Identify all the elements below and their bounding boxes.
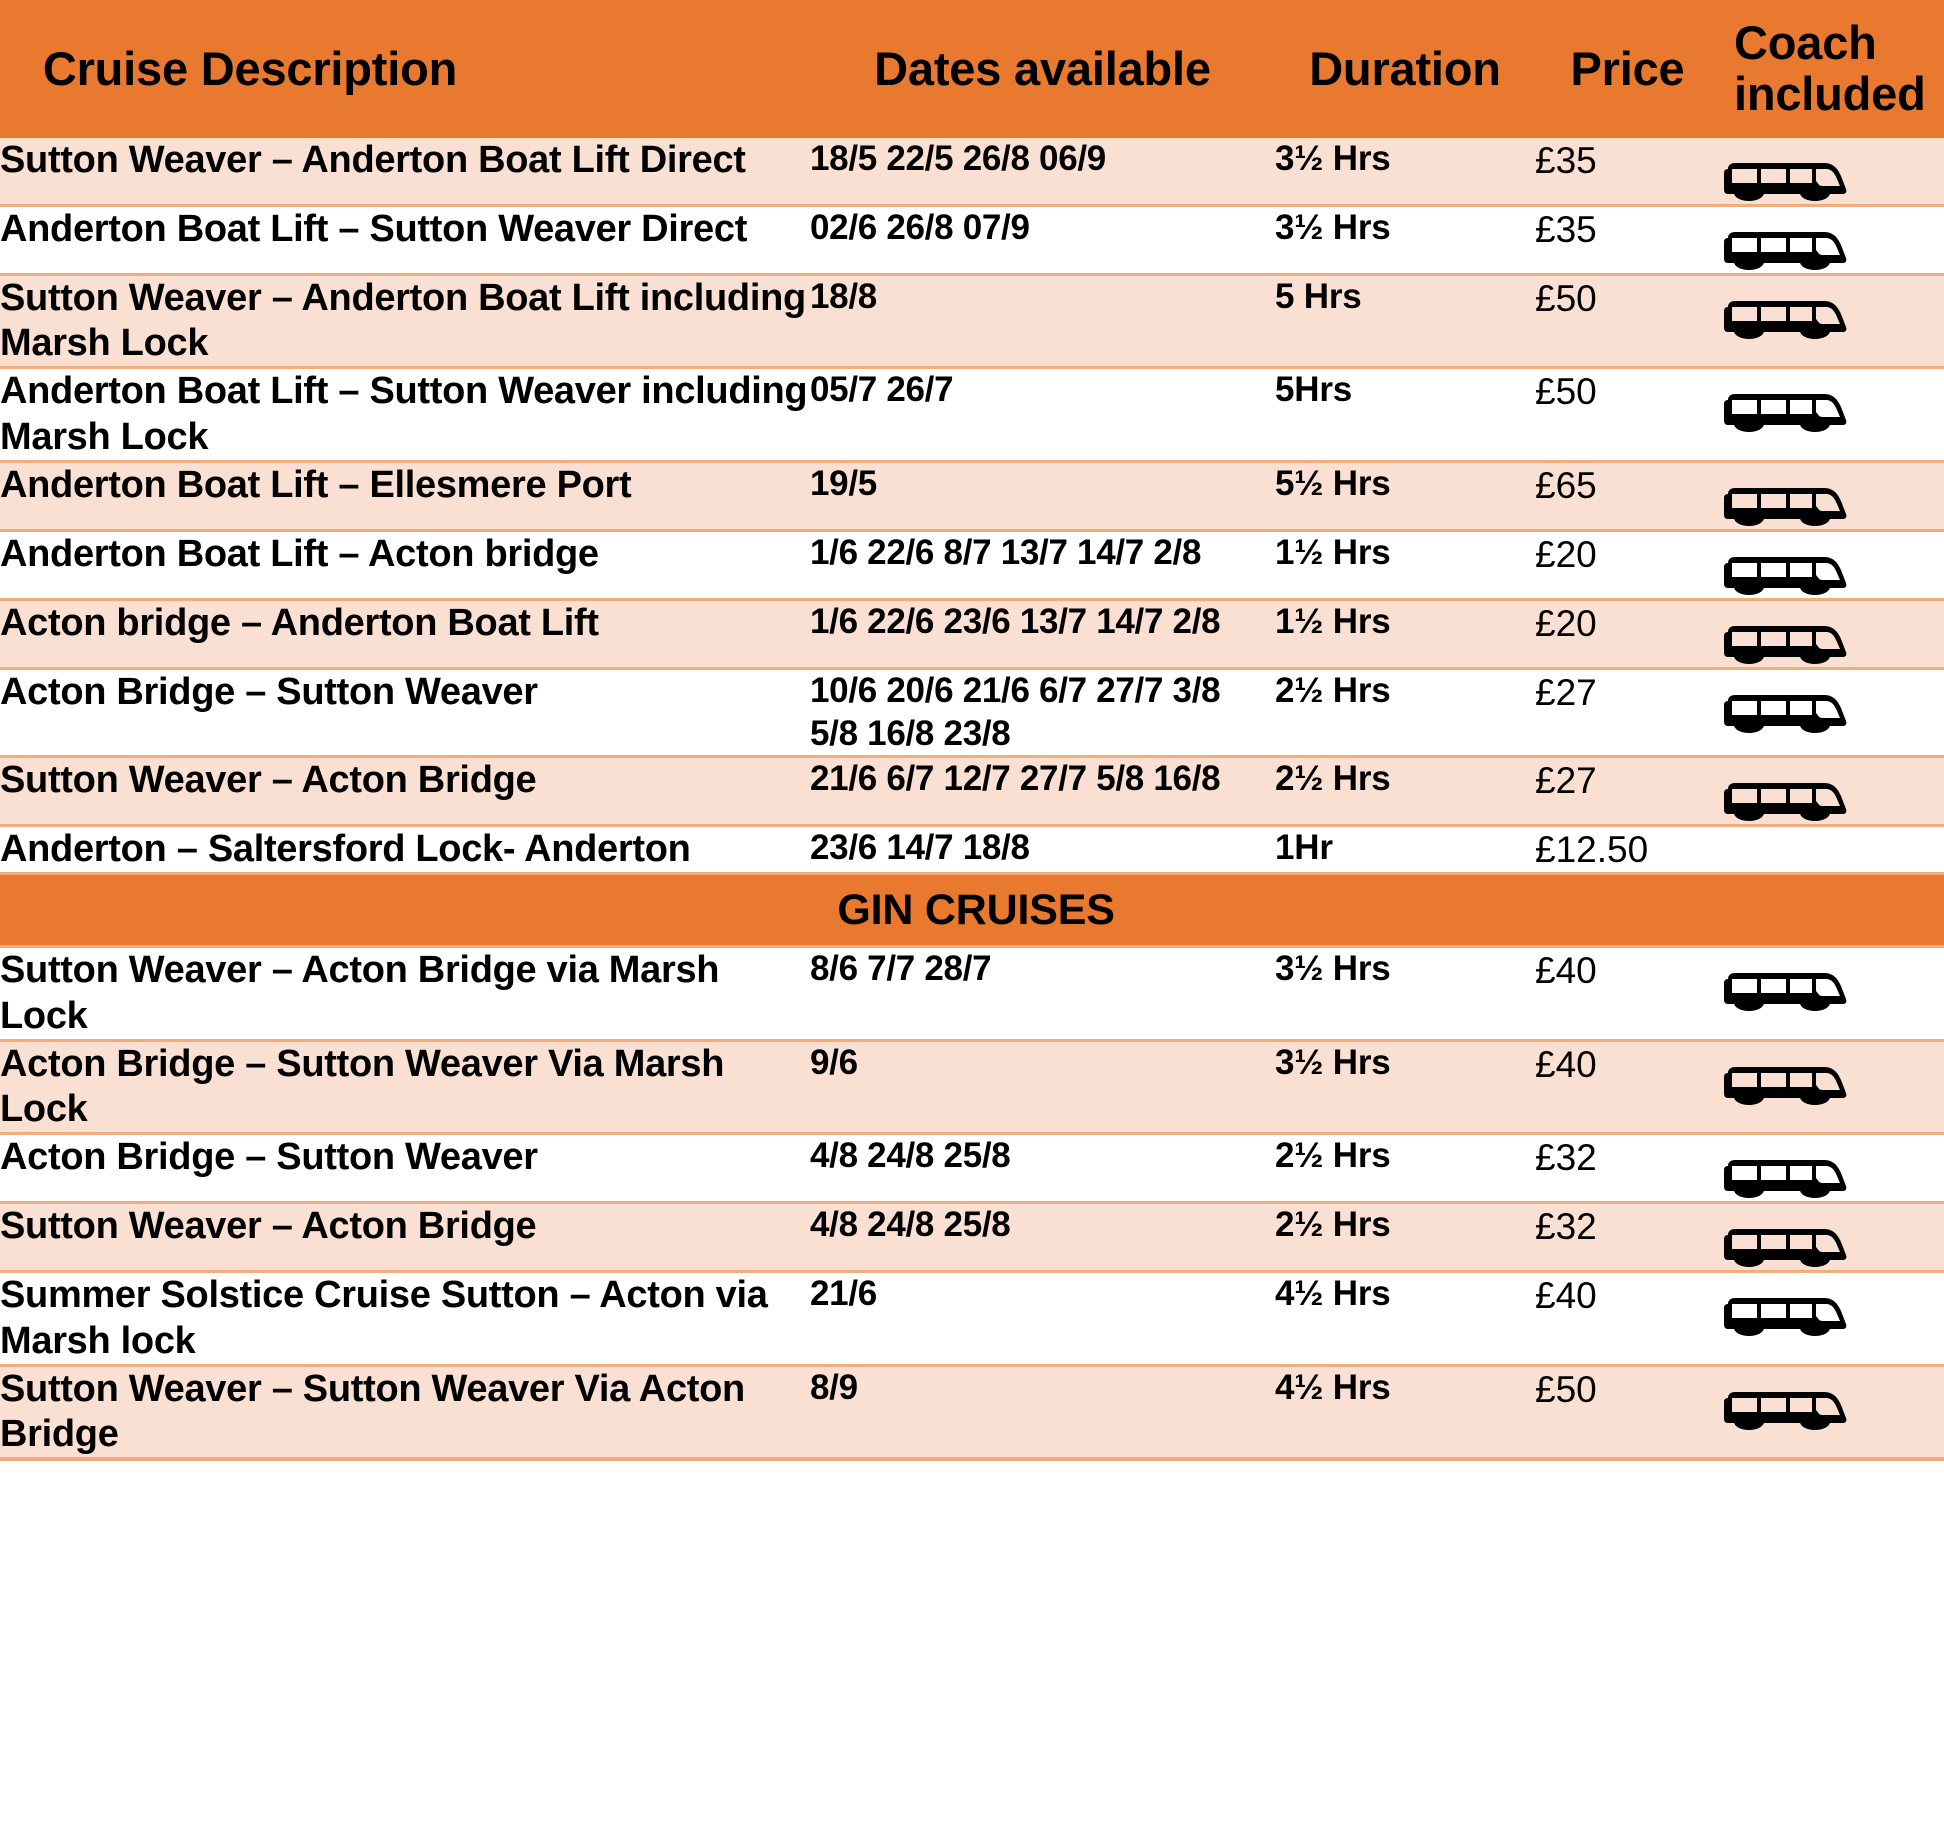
- coach-bus-icon: [1720, 1367, 1944, 1433]
- cell-duration: 2½ Hrs: [1275, 1203, 1535, 1272]
- cell-coach-included: [1720, 757, 1944, 826]
- cell-cruise-description: Acton Bridge – Sutton Weaver: [0, 668, 810, 756]
- table-row: [0, 599, 1944, 668]
- cell-coach-included: [1720, 599, 1944, 668]
- cell-cruise-description: Sutton Weaver – Anderton Boat Lift Direct: [0, 138, 810, 206]
- cell-coach-included: [1720, 530, 1944, 599]
- cell-dates-available: 8/9: [810, 1365, 1275, 1459]
- column-header-dates: Dates available: [810, 0, 1275, 138]
- cell-price: £27: [1535, 668, 1720, 756]
- section-header-cell: [0, 874, 1944, 947]
- cell-duration: 3½ Hrs: [1275, 1040, 1535, 1133]
- cell-dates-available: 21/6: [810, 1272, 1275, 1365]
- cell-cruise-description: Sutton Weaver – Sutton Weaver Via Acton Bridge: [0, 1365, 810, 1459]
- table-row: [0, 1040, 1944, 1133]
- cell-duration: 5Hrs: [1275, 368, 1535, 461]
- cell-duration: 1½ Hrs: [1275, 599, 1535, 668]
- cell-price: £50: [1535, 1365, 1720, 1459]
- cell-coach-included: [1720, 947, 1944, 1040]
- cell-duration: 3½ Hrs: [1275, 138, 1535, 206]
- cell-price: £32: [1535, 1134, 1720, 1203]
- section-header-row: [0, 874, 1944, 947]
- cell-price: £12.50: [1535, 826, 1720, 874]
- column-header-price: Price: [1535, 0, 1720, 138]
- coach-bus-icon: [1720, 1273, 1944, 1339]
- cell-coach-included: [1720, 368, 1944, 461]
- cell-cruise-description: Anderton Boat Lift – Acton bridge: [0, 530, 810, 599]
- cell-duration: 4½ Hrs: [1275, 1272, 1535, 1365]
- cell-price: £27: [1535, 757, 1720, 826]
- cell-coach-included: [1720, 1040, 1944, 1133]
- cell-coach-included: [1720, 275, 1944, 368]
- table-row: [0, 1203, 1944, 1272]
- cell-duration: 2½ Hrs: [1275, 1134, 1535, 1203]
- cell-price: £20: [1535, 599, 1720, 668]
- cell-duration: 5 Hrs: [1275, 275, 1535, 368]
- cell-coach-included: [1720, 138, 1944, 206]
- cell-cruise-description: Sutton Weaver – Anderton Boat Lift including Marsh Lock: [0, 275, 810, 368]
- table-row: [0, 757, 1944, 826]
- table-row: [0, 1134, 1944, 1203]
- coach-bus-icon: [1720, 948, 1944, 1014]
- cell-duration: 1½ Hrs: [1275, 530, 1535, 599]
- cell-dates-available: 18/5 22/5 26/8 06/9: [810, 138, 1275, 206]
- column-header-duration: Duration: [1275, 0, 1535, 138]
- table-row: [0, 1365, 1944, 1459]
- cell-coach-included: [1720, 1272, 1944, 1365]
- coach-bus-icon: [1720, 670, 1944, 736]
- cell-price: £40: [1535, 1040, 1720, 1133]
- table-body: [0, 138, 1944, 1459]
- table-row: [0, 138, 1944, 206]
- table-row: [0, 668, 1944, 756]
- cell-dates-available: 9/6: [810, 1040, 1275, 1133]
- coach-bus-icon: [1720, 758, 1944, 824]
- cell-dates-available: 4/8 24/8 25/8: [810, 1134, 1275, 1203]
- cell-cruise-description: Summer Solstice Cruise Sutton – Acton via Marsh lock: [0, 1272, 810, 1365]
- cell-cruise-description: Anderton Boat Lift – Sutton Weaver including Marsh Lock: [0, 368, 810, 461]
- cell-cruise-description: Anderton – Saltersford Lock- Anderton: [0, 826, 810, 874]
- cell-duration: 2½ Hrs: [1275, 757, 1535, 826]
- cell-price: £50: [1535, 275, 1720, 368]
- cell-dates-available: 18/8: [810, 275, 1275, 368]
- cell-cruise-description: Acton bridge – Anderton Boat Lift: [0, 599, 810, 668]
- cell-duration: 1Hr: [1275, 826, 1535, 874]
- cell-price: £32: [1535, 1203, 1720, 1272]
- cell-price: £35: [1535, 206, 1720, 275]
- cell-dates-available: 21/6 6/7 12/7 27/7 5/8 16/8: [810, 757, 1275, 826]
- cell-duration: 2½ Hrs: [1275, 668, 1535, 756]
- cell-duration: 4½ Hrs: [1275, 1365, 1535, 1459]
- table-row: [0, 206, 1944, 275]
- column-header-description: Cruise Description: [0, 0, 810, 138]
- cell-dates-available: 4/8 24/8 25/8: [810, 1203, 1275, 1272]
- coach-bus-icon: [1720, 1042, 1944, 1108]
- cell-cruise-description: Acton Bridge – Sutton Weaver: [0, 1134, 810, 1203]
- cell-dates-available: 02/6 26/8 07/9: [810, 206, 1275, 275]
- table-row: [0, 1272, 1944, 1365]
- cell-dates-available: 10/6 20/6 21/6 6/7 27/7 3/8 5/8 16/8 23/8: [810, 668, 1275, 756]
- coach-bus-icon: [1720, 532, 1944, 598]
- cell-dates-available: 8/6 7/7 28/7: [810, 947, 1275, 1040]
- cell-cruise-description: Anderton Boat Lift – Ellesmere Port: [0, 461, 810, 530]
- cell-price: £20: [1535, 530, 1720, 599]
- column-header-coach: Coach included: [1720, 0, 1944, 138]
- cell-coach-included: [1720, 1134, 1944, 1203]
- table-row: [0, 461, 1944, 530]
- cell-duration: 3½ Hrs: [1275, 947, 1535, 1040]
- cell-duration: 5½ Hrs: [1275, 461, 1535, 530]
- cell-dates-available: 19/5: [810, 461, 1275, 530]
- cell-dates-available: 1/6 22/6 8/7 13/7 14/7 2/8: [810, 530, 1275, 599]
- table-row: [0, 530, 1944, 599]
- cell-coach-included: [1720, 206, 1944, 275]
- cell-dates-available: 1/6 22/6 23/6 13/7 14/7 2/8: [810, 599, 1275, 668]
- section-title: GIN CRUISES: [837, 885, 1115, 934]
- coach-bus-icon: [1720, 1204, 1944, 1270]
- cell-dates-available: 05/7 26/7: [810, 368, 1275, 461]
- cell-price: £40: [1535, 947, 1720, 1040]
- table-row: [0, 275, 1944, 368]
- coach-bus-icon: [1720, 601, 1944, 667]
- table-row: [0, 368, 1944, 461]
- cell-price: £40: [1535, 1272, 1720, 1365]
- cell-coach-included: [1720, 461, 1944, 530]
- cell-coach-included: [1720, 668, 1944, 756]
- cell-coach-included: [1720, 826, 1944, 874]
- cell-cruise-description: Sutton Weaver – Acton Bridge via Marsh Lock: [0, 947, 810, 1040]
- cell-cruise-description: Acton Bridge – Sutton Weaver Via Marsh Lock: [0, 1040, 810, 1133]
- coach-bus-icon: [1720, 1135, 1944, 1201]
- cell-duration: 3½ Hrs: [1275, 206, 1535, 275]
- table-header-row: [0, 0, 1944, 138]
- cell-price: £35: [1535, 138, 1720, 206]
- cell-coach-included: [1720, 1365, 1944, 1459]
- cell-price: £65: [1535, 461, 1720, 530]
- table-row: [0, 947, 1944, 1040]
- cell-coach-included: [1720, 1203, 1944, 1272]
- coach-bus-icon: [1720, 463, 1944, 529]
- coach-bus-icon: [1720, 138, 1944, 204]
- cell-cruise-description: Anderton Boat Lift – Sutton Weaver Direct: [0, 206, 810, 275]
- coach-bus-icon: [1720, 369, 1944, 435]
- cell-cruise-description: Sutton Weaver – Acton Bridge: [0, 757, 810, 826]
- coach-bus-icon: [1720, 207, 1944, 273]
- coach-bus-icon: [1720, 276, 1944, 342]
- cell-price: £50: [1535, 368, 1720, 461]
- cell-dates-available: 23/6 14/7 18/8: [810, 826, 1275, 874]
- table-row: [0, 826, 1944, 874]
- cell-cruise-description: Sutton Weaver – Acton Bridge: [0, 1203, 810, 1272]
